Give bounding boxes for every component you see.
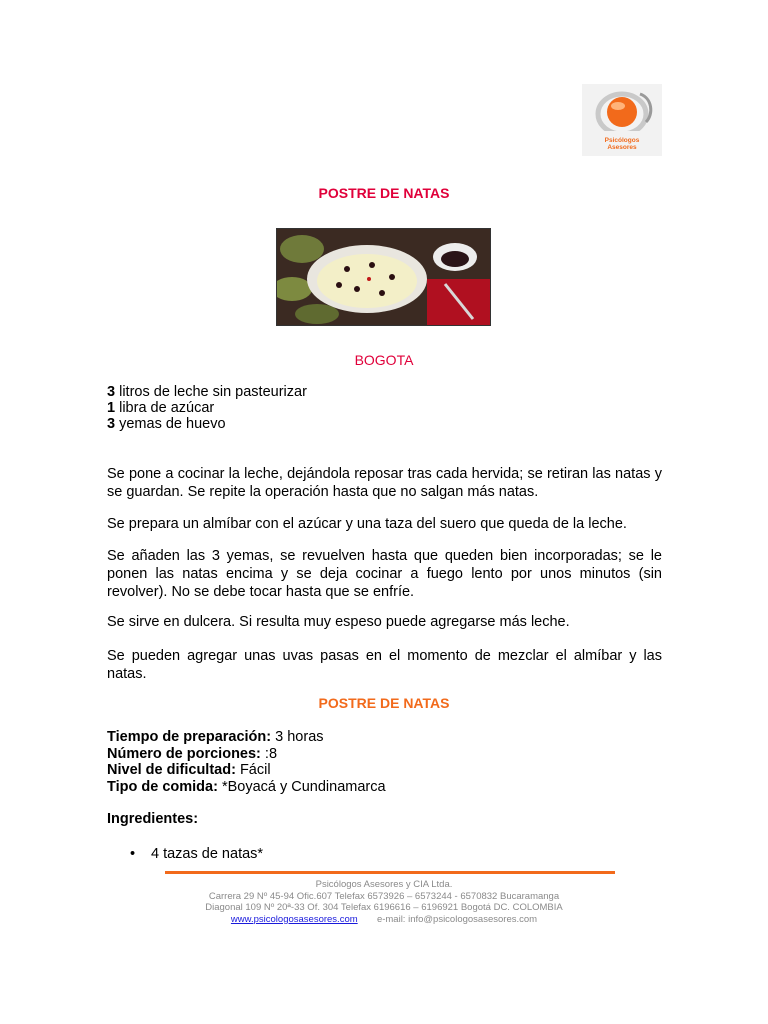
city-label: BOGOTA xyxy=(354,352,414,368)
footer-company: Psicólogos Asesores y CIA Ltda. xyxy=(315,879,453,890)
ingredient-text: libra de azúcar xyxy=(115,400,215,416)
meta-value: 3 horas xyxy=(271,729,324,745)
meta-label: Número de porciones: xyxy=(107,745,261,762)
meta-value: Fácil xyxy=(235,762,271,778)
meta-food-type xyxy=(107,779,386,796)
ingredient-qty: 3 xyxy=(107,416,116,432)
ingredient-text: yemas de huevo xyxy=(115,416,226,432)
footer-contact xyxy=(0,914,768,926)
meta-prep-time xyxy=(107,729,386,746)
recipe-title: POSTRE DE NATAS xyxy=(318,185,450,201)
meta-value: *Boyacá y Cundinamarca xyxy=(217,778,386,795)
ingredient-qty: 1 xyxy=(107,400,116,416)
logo-text-line2: Asesores xyxy=(607,144,637,151)
dessert-photo xyxy=(276,228,491,326)
meta-difficulty xyxy=(107,762,386,779)
meta-label: Nivel de dificultad: xyxy=(107,762,236,778)
logo-text-line1: Psicólogos xyxy=(604,137,640,144)
dessert-bowl-icon xyxy=(277,229,490,325)
footer-address-1: Carrera 29 Nº 45-94 Ofic.607 Telefax 6573926 – 6573244 - 6570832 Bucaramanga xyxy=(208,890,560,902)
step-paragraph-4: Se sirve en dulcera. Si resulta muy espeso puede agregarse más leche. xyxy=(107,614,570,630)
ingredient-line-2 xyxy=(107,400,214,417)
meta-servings xyxy=(107,746,386,763)
step-paragraph-2: Se prepara un almíbar con el azúcar y una taza del suero que queda de la leche. xyxy=(107,516,627,532)
ingredient-line-3 xyxy=(107,416,226,433)
footer-email: e-mail: info@psicologosasesores.com xyxy=(376,913,538,925)
meta-value: :8 xyxy=(260,745,278,762)
website-link[interactable]: www.psicologosasesores.com xyxy=(230,913,358,925)
footer-address-2: Diagonal 109 Nº 20ª-33 Of. 304 Telefax 6196616 – 6196921 Bogotá DC. COLOMBIA xyxy=(205,902,563,913)
ingredient-qty: 3 xyxy=(107,384,116,400)
bullet-icon: • xyxy=(130,846,136,862)
ingredient-line-1 xyxy=(107,384,307,401)
company-logo xyxy=(582,84,662,156)
step-paragraph-5: Se pueden agregar unas uvas pasas en el momento de mezclar el almíbar y las natas. xyxy=(107,648,662,682)
list-item-text: 4 tazas de natas* xyxy=(151,846,264,862)
step-paragraph-1: Se pone a cocinar la leche, dejándola reposar tras cada hervida; se retiran las natas y se guardan. Se repite la operación hasta que no salgan más natas. xyxy=(107,466,662,500)
meta-label: Tiempo de preparación: xyxy=(107,729,272,745)
section-title: POSTRE DE NATAS xyxy=(318,695,450,711)
ingredient-text: litros de leche sin pasteurizar xyxy=(115,384,307,400)
footer-divider xyxy=(165,871,615,874)
step-paragraph-3: Se añaden las 3 yemas, se revuelven hasta que queden bien incorporadas; se le ponen las natas encima y se deja cocinar a fuego lento por unos minutos (sin revolver). No se debe tocar hasta que se enfríe. xyxy=(107,548,662,600)
recipe-meta xyxy=(107,729,386,795)
meta-label: Tipo de comida: xyxy=(107,778,218,795)
page-footer xyxy=(0,879,768,925)
ingredients-heading: Ingredientes: xyxy=(107,811,199,827)
